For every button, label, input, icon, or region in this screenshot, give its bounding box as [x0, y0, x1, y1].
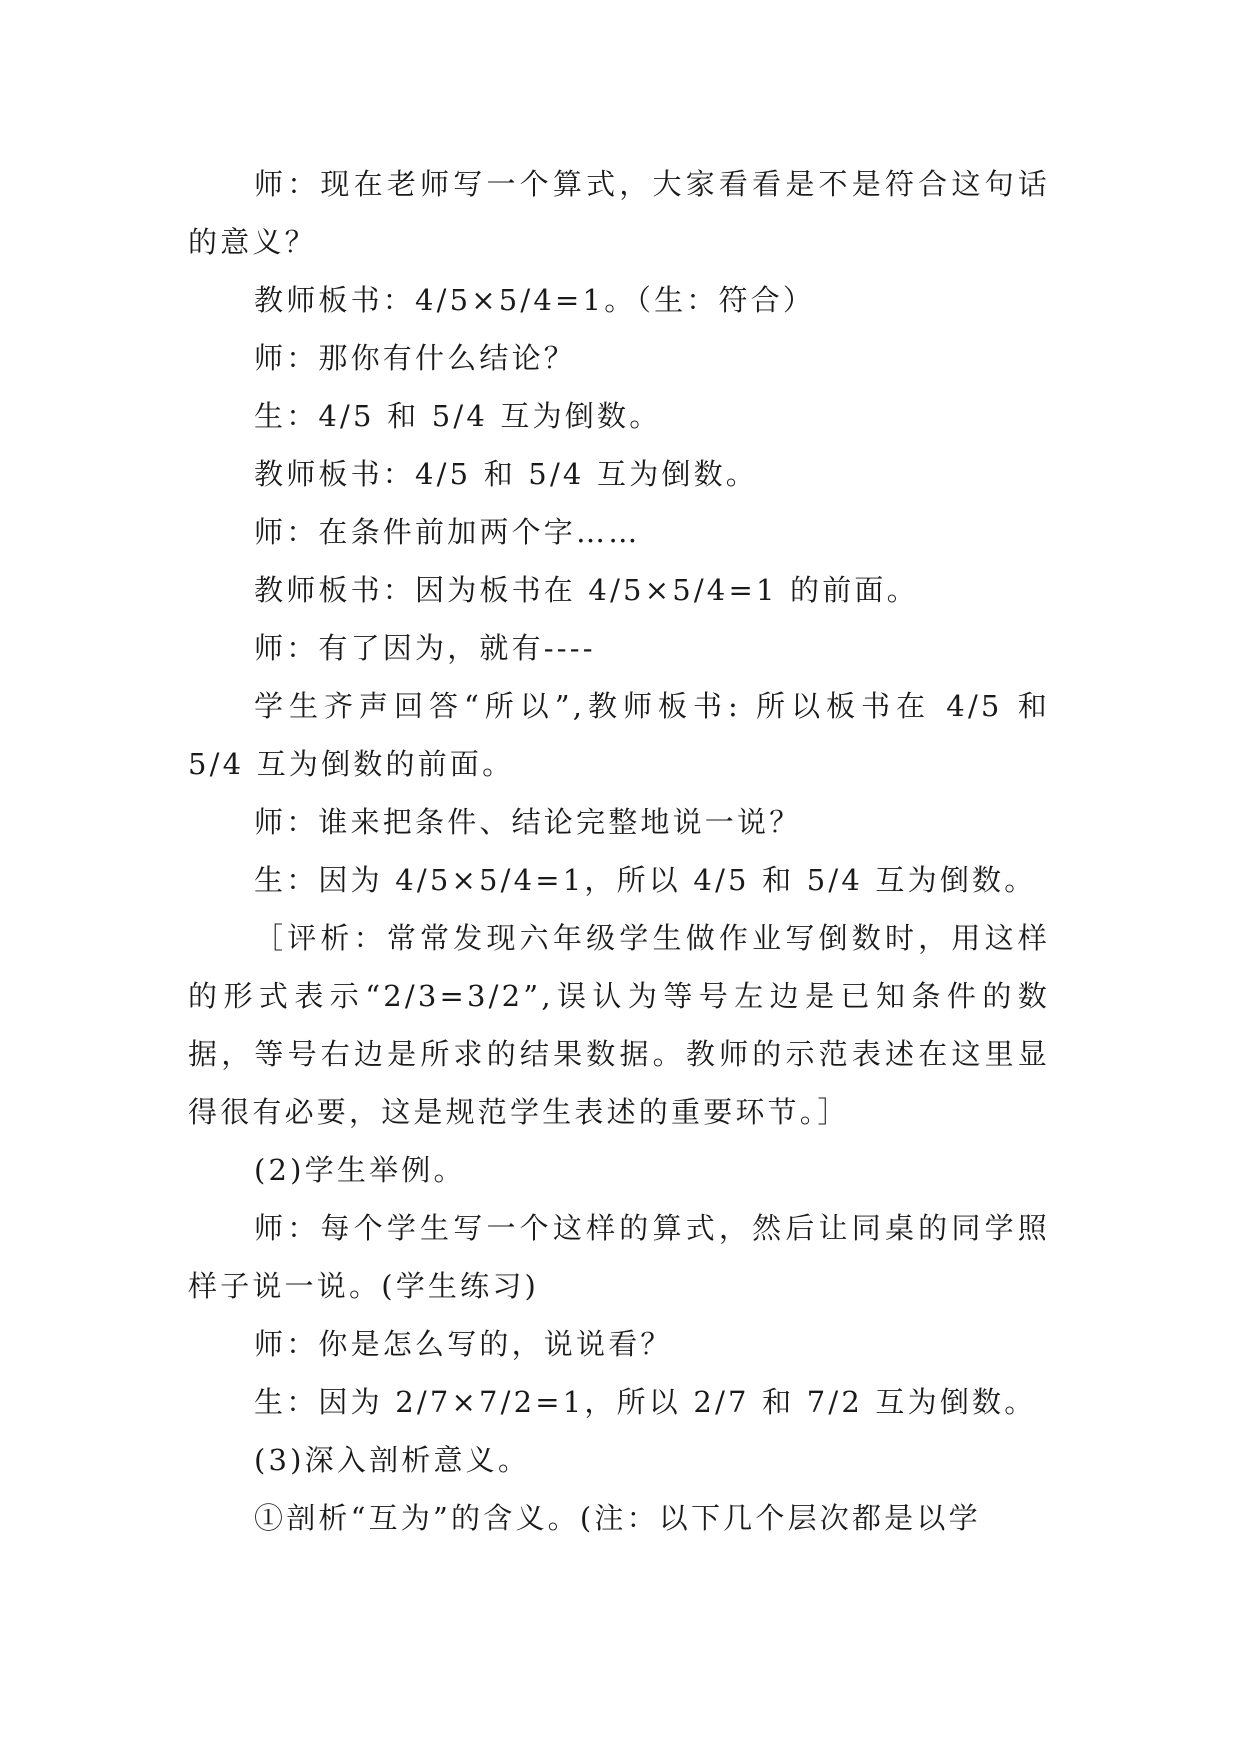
paragraph-teacher-each-student: 师：每个学生写一个这样的算式，然后让同桌的同学照样子说一说。(学生练习) [188, 1211, 1050, 1303]
paragraph-commentary: ［评析：常常发现六年级学生做作业写倒数时，用这样的形式表示“2/3=3/2”,误认为等号左边是已知条件的数据，等号右边是所求的结果数据。教师的示范表述在这里显得很有必要，这是规范学生表述的重要环节。］ [188, 921, 1050, 1129]
paragraph-section-deep-analysis: (3)深入剖析意义。 [254, 1443, 531, 1477]
paragraph-teacher-how-written: 师：你是怎么写的，说说看？ [254, 1327, 673, 1361]
paragraph-board-reciprocal: 教师板书：4/5 和 5/4 互为倒数。 [254, 457, 758, 491]
paragraph-teacher-add-words: 师：在条件前加两个字…… [254, 515, 641, 549]
document-page [188, 155, 1050, 1547]
paragraph-student-example: 生：因为 2/7×7/2=1，所以 2/7 和 7/2 互为倒数。 [254, 1385, 1037, 1419]
paragraph-teacher-writes-formula: 师：现在老师写一个算式，大家看看是不是符合这句话的意义？ [188, 167, 1050, 259]
paragraph-student-full-statement: 生：因为 4/5×5/4=1，所以 4/5 和 5/4 互为倒数。 [254, 863, 1037, 897]
paragraph-board-because: 教师板书：因为板书在 4/5×5/4=1 的前面。 [254, 573, 919, 607]
paragraph-teacher-because-then: 师：有了因为，就有---- [254, 631, 596, 665]
paragraph-analyze-mutual: ①剖析“互为”的含义。(注：以下几个层次都是以学 [254, 1501, 981, 1535]
paragraph-student-reciprocal: 生：4/5 和 5/4 互为倒数。 [254, 399, 662, 433]
paragraph-board-formula: 教师板书：4/5×5/4=1。（生：符合） [254, 283, 816, 317]
paragraph-students-answer-so: 学生齐声回答“所以”,教师板书: 所以板书在 4/5 和 5/4 互为倒数的前面。 [188, 689, 1050, 781]
paragraph-teacher-who-says: 师：谁来把条件、结论完整地说一说？ [254, 805, 802, 839]
paragraph-section-examples: (2)学生举例。 [254, 1153, 466, 1187]
paragraph-teacher-asks-conclusion: 师：那你有什么结论？ [254, 341, 577, 375]
